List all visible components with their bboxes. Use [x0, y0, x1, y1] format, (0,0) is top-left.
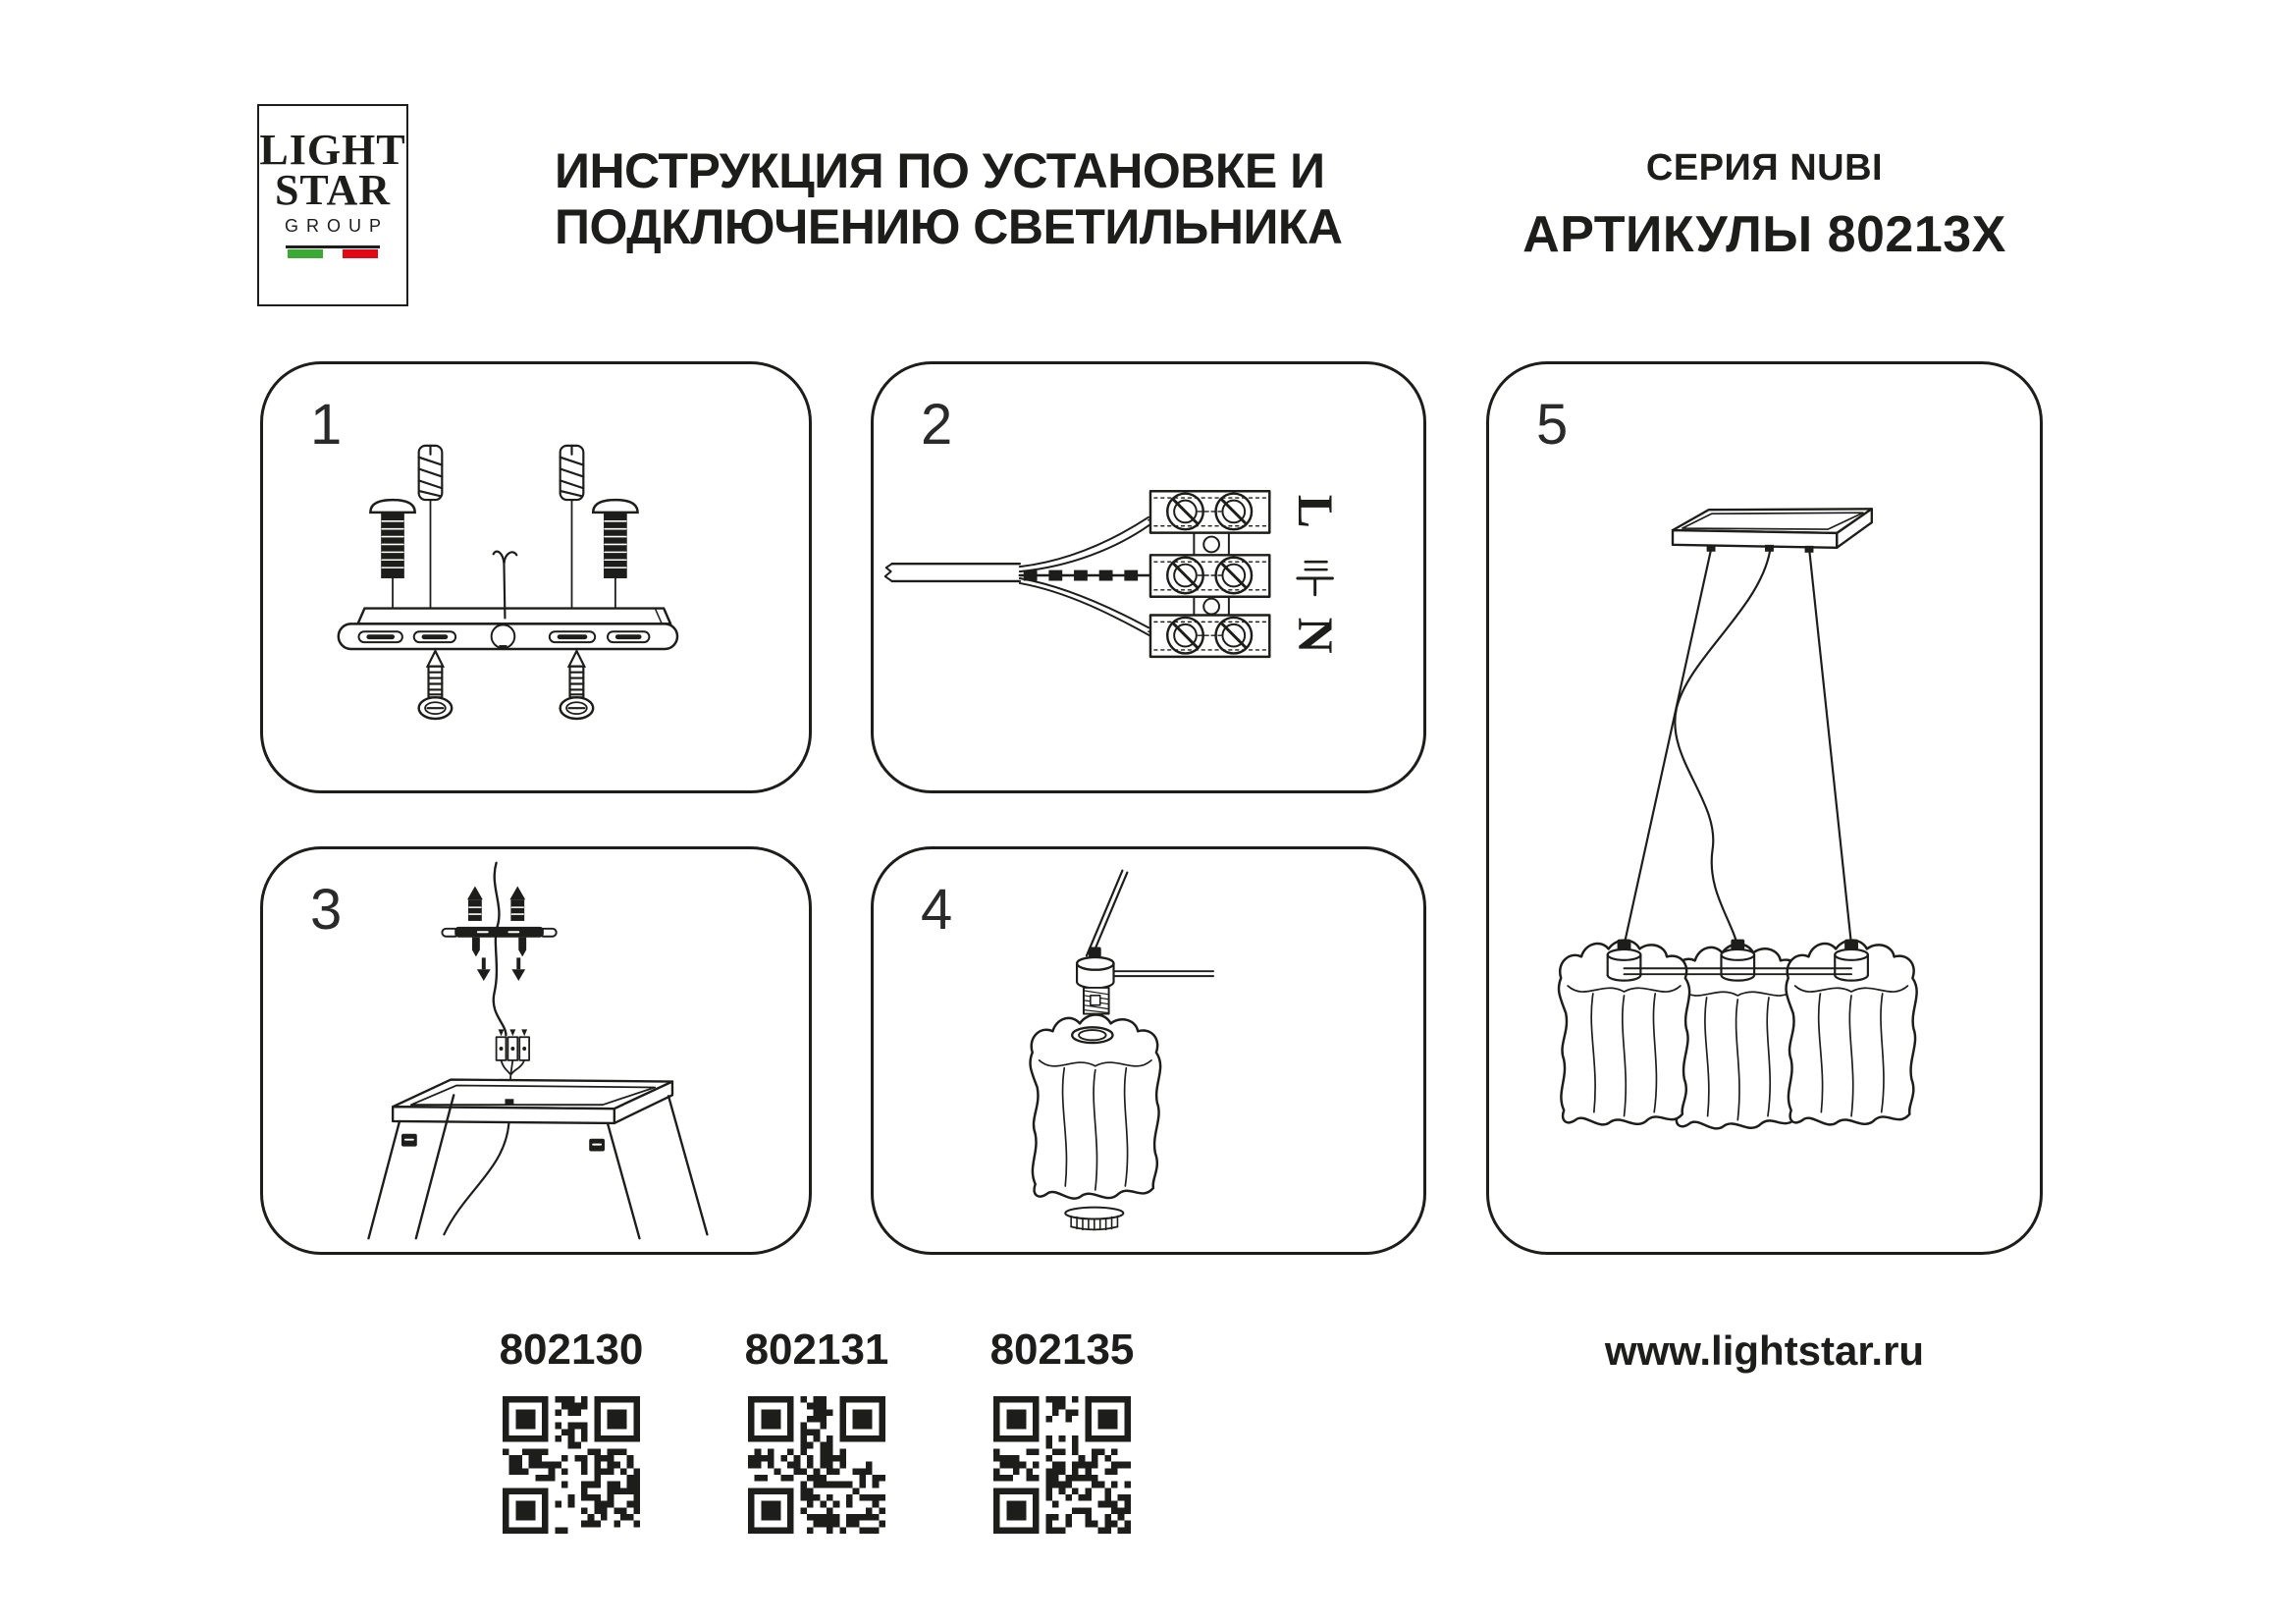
logo-word-light: LIGHT [259, 126, 406, 174]
step-panel-5 [1486, 361, 2043, 1255]
lightstar-logo [257, 104, 408, 306]
screw-down-arrows [477, 957, 525, 981]
socket-drawing [1077, 947, 1113, 989]
italian-flag-icon [286, 245, 380, 259]
qr-code-802131 [748, 1396, 885, 1534]
step1-illustration-mounting-hardware [263, 364, 809, 790]
step-panel-2 [871, 361, 1426, 793]
wall-anchors [419, 446, 584, 613]
supply-cable-drawing [885, 513, 1175, 637]
article-code-802131: 802131 [744, 1326, 889, 1374]
series-header [1486, 147, 2043, 264]
article-code-802135: 802135 [989, 1326, 1135, 1374]
page-title-line2: ПОДКЛЮЧЕНИЮ СВЕТИЛЬНИКА [555, 199, 1343, 254]
article-code-802130: 802130 [499, 1326, 644, 1374]
page-title [555, 143, 1343, 255]
step-panel-3 [260, 846, 812, 1255]
mounting-plate-drawing [339, 609, 677, 649]
step-panel-4 [871, 846, 1426, 1255]
threaded-tube-drawing [1084, 988, 1109, 1014]
logo-word-group: GROUP [284, 216, 389, 236]
series-label: СЕРИЯ NUBI [1645, 147, 1884, 189]
neutral-label: N [1287, 617, 1344, 654]
fixing-screws [419, 651, 594, 719]
step-number-1: 1 [310, 393, 343, 457]
step5-illustration-assembled-fixture [1489, 364, 2040, 1252]
step-number-4: 4 [921, 878, 953, 942]
qr-code-802130 [503, 1396, 640, 1534]
qr-code-802135 [993, 1396, 1131, 1534]
logo-word-star: STAR [274, 166, 392, 214]
articles-label: АРТИКУЛЫ 80213X [1522, 206, 2006, 263]
step3-illustration-canopy-connection [263, 849, 809, 1252]
power-cord-drawing [1675, 552, 1770, 947]
terminal-block-drawing [1150, 491, 1269, 657]
drop-wire-drawing [494, 863, 507, 1035]
page-title-line1: ИНСТРУКЦИЯ ПО УСТАНОВКЕ И [555, 143, 1325, 198]
ribbed-ring-drawing [1065, 1208, 1123, 1230]
cloud-shade-drawing [1030, 1015, 1160, 1199]
suspension-wires-drawing [1625, 552, 1852, 947]
wire-labels [1287, 495, 1343, 654]
website-url: www.lightstar.ru [1604, 1327, 1925, 1374]
step-number-5: 5 [1536, 393, 1569, 457]
step-number-2: 2 [921, 393, 953, 457]
mounting-plate-side-drawing [442, 927, 556, 957]
ceiling-canopy-drawing [1673, 509, 1872, 553]
line-label: L [1287, 494, 1344, 529]
canopy-tray-drawing [368, 1080, 707, 1239]
step-number-3: 3 [310, 878, 343, 942]
earth-symbol-icon [1298, 562, 1333, 595]
step4-illustration-shade-assembly [874, 849, 1423, 1252]
step-panel-1 [260, 361, 812, 793]
step2-illustration-wiring [874, 364, 1423, 790]
